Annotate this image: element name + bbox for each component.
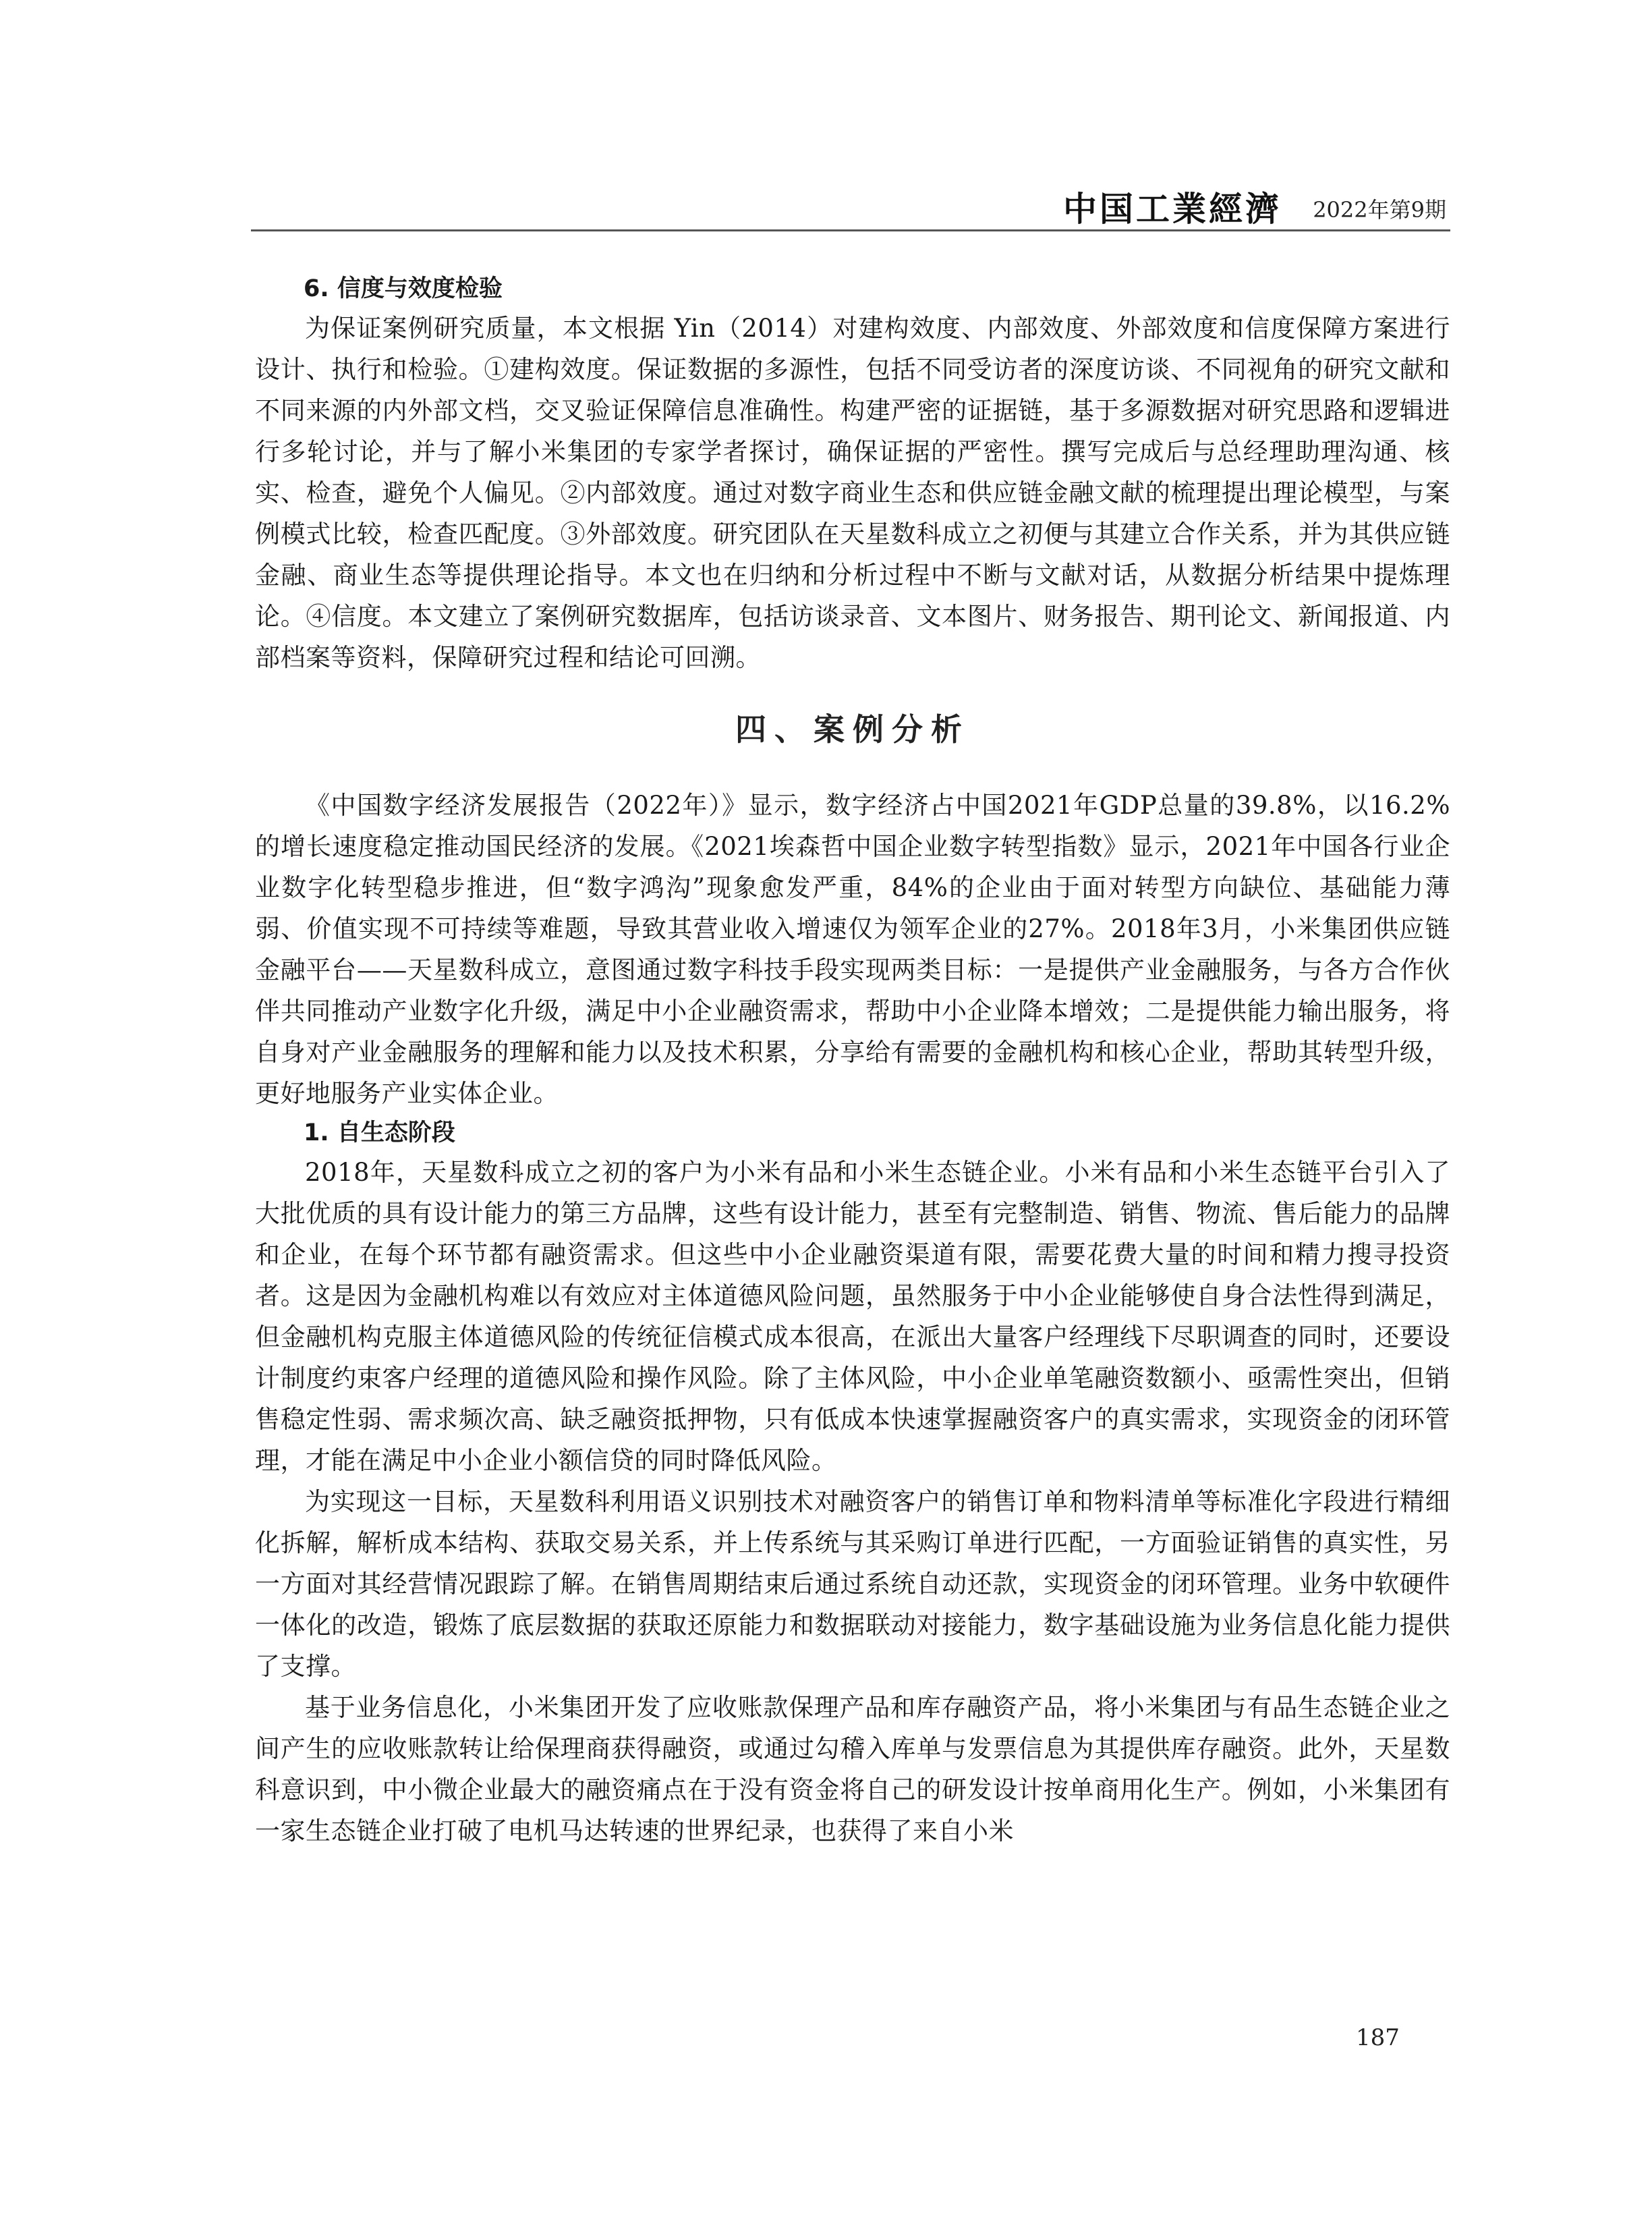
journal-name: 中国工業經濟 <box>1063 190 1282 229</box>
section-4-intro-paragraph: 《中国数字经济发展报告（2022年）》显示，数字经济占中国2021年GDP总量的39.8%，以16.2%的增长速度稳定推动国民经济的发展。《2021埃森哲中国企业数字转型指数》显示，2021年中国各行业企业数字化转型稳步推进，但“数字鸿沟”现象愈发严重，84%的企业由于面对转型方向缺位、基础能力薄弱、价值实现不可持续等难题，导致其营业收入增速仅为领军企业的27%。2018年3月，小米集团供应链金融平台——天星数科成立，意图通过数字科技手段实现两类目标：一是提供产业金融服务，与各方合作伙伴共同推动产业数字化升级，满足中小企业融资需求，帮助中小企业降本增效；二是提供能力输出服务，将自身对产业金融服务的理解和能力以及技术积累，分享给有需要的金融机构和核心企业，帮助其转型升级，更好地服务产业实体企业。 <box>255 791 1450 1108</box>
section-6-heading: 6. 信度与效度检验 <box>304 275 503 302</box>
issue-label: 2022年第9期 <box>1313 197 1446 223</box>
subsection-1-heading: 1. 自生态阶段 <box>304 1119 455 1146</box>
subsection-1-paragraph-3: 基于业务信息化，小米集团开发了应收账款保理产品和库存融资产品，将小米集团与有品生态链企业之间产生的应收账款转让给保理商获得融资，或通过勾稽入库单与发票信息为其提供库存融资。此外，天星数科意识到，中小微企业最大的融资痛点在于没有资金将自己的研发设计按单商用化生产。例如，小米集团有一家生态链企业打破了电机马达转速的世界纪录，也获得了来自小米 <box>255 1693 1450 1845</box>
section-6-paragraph: 为保证案例研究质量，本文根据 Yin（2014）对建构效度、内部效度、外部效度和信度保障方案进行设计、执行和检验。①建构效度。保证数据的多源性，包括不同受访者的深度访谈、不同视角的研究文献和不同来源的内外部文档，交叉验证保障信息准确性。构建严密的证据链，基于多源数据对研究思路和逻辑进行多轮讨论，并与了解小米集团的专家学者探讨，确保证据的严密性。撰写完成后与总经理助理沟通、核实、检查，避免个人偏见。②内部效度。通过对数字商业生态和供应链金融文献的梳理提出理论模型，与案例模式比较，检查匹配度。③外部效度。研究团队在天星数科成立之初便与其建立合作关系，并为其供应链金融、商业生态等提供理论指导。本文也在归纳和分析过程中不断与文献对话，从数据分析结果中提炼理论。④信度。本文建立了案例研究数据库，包括访谈录音、文本图片、财务报告、期刊论文、新闻报道、内部档案等资料，保障研究过程和结论可回溯。 <box>255 314 1450 672</box>
subsection-1-paragraph-2: 为实现这一目标，天星数科利用语义识别技术对融资客户的销售订单和物料清单等标准化字段进行精细化拆解，解析成本结构、获取交易关系，并上传系统与其采购订单进行匹配，一方面验证销售的真实性，另一方面对其经营情况跟踪了解。在销售周期结束后通过系统自动还款，实现资金的闭环管理。业务中软硬件一体化的改造，锻炼了底层数据的获取还原能力和数据联动对接能力，数字基础设施为业务信息化能力提供了支撑。 <box>255 1487 1450 1681</box>
section-4-heading: 四、案例分析 <box>735 711 970 748</box>
subsection-1-paragraph-1: 2018年，天星数科成立之初的客户为小米有品和小米生态链企业。小米有品和小米生态链平台引入了大批优质的具有设计能力的第三方品牌，这些有设计能力，甚至有完整制造、销售、物流、售后能力的品牌和企业，在每个环节都有融资需求。但这些中小企业融资渠道有限，需要花费大量的时间和精力搜寻投资者。这是因为金融机构难以有效应对主体道德风险问题，虽然服务于中小企业能够使自身合法性得到满足，但金融机构克服主体道德风险的传统征信模式成本很高，在派出大量客户经理线下尽职调查的同时，还要设计制度约束客户经理的道德风险和操作风险。除了主体风险，中小企业单笔融资数额小、亟需性突出，但销售稳定性弱、需求频次高、缺乏融资抵押物，只有低成本快速掌握融资客户的真实需求，实现资金的闭环管理，才能在满足中小企业小额信贷的同时降低风险。 <box>255 1158 1450 1475</box>
page-number: 187 <box>1356 2024 1400 2051</box>
page-header <box>251 181 1450 231</box>
article-body <box>255 270 1450 1852</box>
